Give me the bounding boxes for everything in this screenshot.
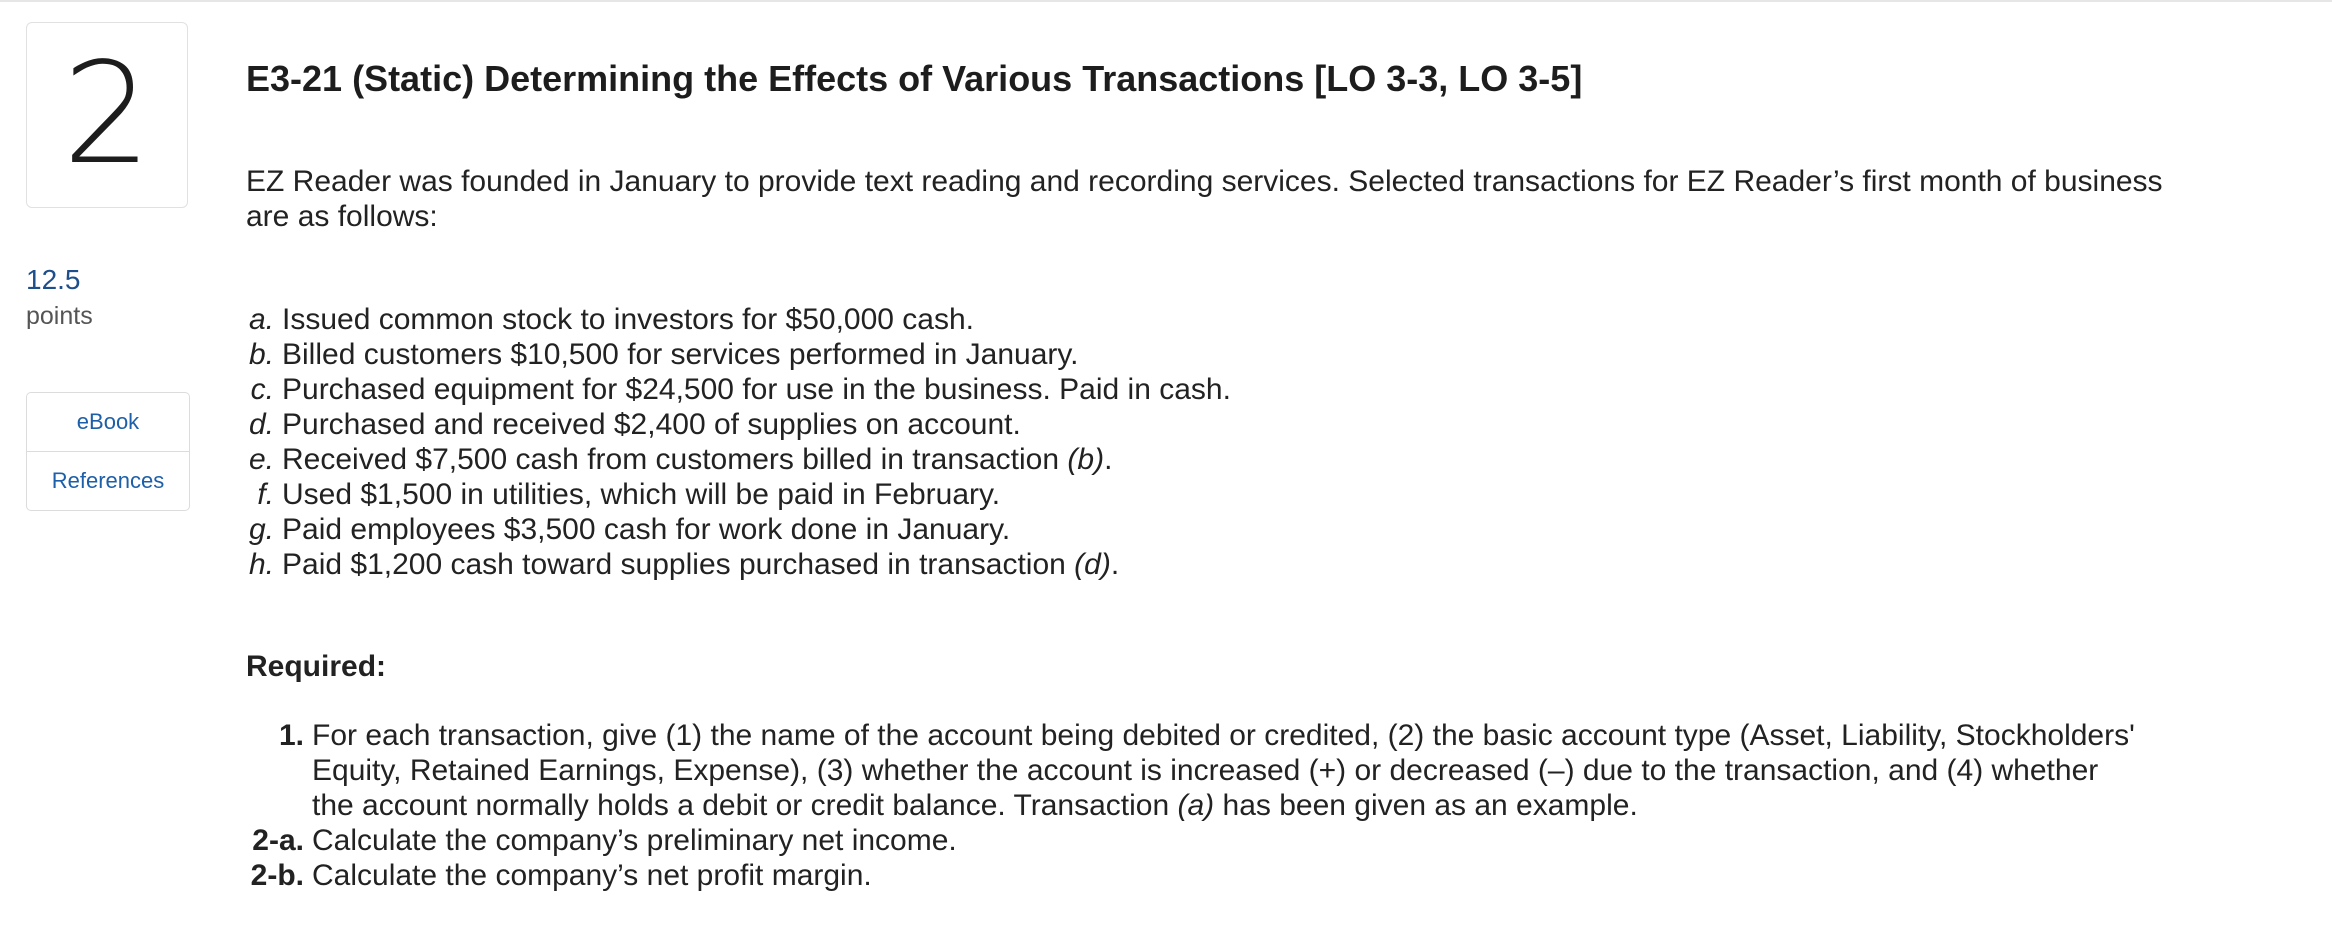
required-number: 2-a.	[252, 824, 304, 857]
required-item	[246, 858, 2146, 893]
transaction-item	[246, 442, 1231, 477]
transaction-item	[246, 547, 1231, 582]
required-body: For each transaction, give (1) the name of the account being debited or credited, (2) the basic account type (Asset, Liability, Stockholders' Equity, Retained Earnings, Expense), (3) whether the account is increased (+) or decreased (–) due to the transaction, and (4) whether the account normally holds a debit or credit balance. Transaction	[312, 719, 2135, 822]
transaction-text: Purchased and received $2,400 of supplies on account.	[282, 408, 1021, 441]
required-text: Calculate the company’s net profit margin.	[312, 859, 872, 892]
transaction-item	[246, 512, 1231, 547]
transaction-letter: c.	[250, 373, 274, 406]
transaction-item	[246, 407, 1231, 442]
question-intro: EZ Reader was founded in January to provide text reading and recording services. Selected transactions for EZ Reader’s first month of business are as follows:	[246, 165, 2163, 233]
transaction-list	[246, 302, 1231, 582]
required-text: Calculate the company’s preliminary net income.	[312, 824, 957, 857]
transaction-letter: e.	[248, 443, 274, 476]
resource-links	[26, 392, 190, 511]
transaction-body: Received $7,500 cash from customers billed in transaction	[282, 443, 1068, 476]
transaction-reference: (d)	[1074, 548, 1111, 581]
transaction-letter: g.	[248, 513, 274, 546]
points-label: points	[26, 302, 93, 330]
required-text	[312, 718, 2146, 823]
transaction-letter: h.	[248, 548, 274, 581]
transaction-body: Paid $1,200 cash toward supplies purchased in transaction	[282, 548, 1075, 581]
transaction-letter: d.	[248, 408, 274, 441]
transaction-text: Paid employees $3,500 cash for work done in January.	[282, 513, 1011, 546]
transaction-text: Purchased equipment for $24,500 for use in the business. Paid in cash.	[282, 373, 1231, 406]
required-number: 1.	[278, 719, 304, 752]
points-value: 12.5	[26, 264, 81, 295]
top-divider	[0, 0, 2332, 2]
required-tail: has been given as an example.	[1214, 789, 1638, 822]
transaction-text	[282, 442, 1112, 477]
ebook-link[interactable]: eBook	[76, 409, 140, 434]
transaction-letter: f.	[257, 478, 274, 511]
required-item	[246, 823, 2146, 858]
transaction-item	[246, 372, 1231, 407]
transaction-text: Used $1,500 in utilities, which will be paid in February.	[282, 478, 1001, 511]
transaction-tail: .	[1110, 548, 1120, 581]
transaction-text: Issued common stock to investors for $50,000 cash.	[282, 303, 975, 336]
question-number: 2	[26, 22, 188, 208]
transaction-letter: a.	[248, 303, 274, 336]
question-title: E3-21 (Static) Determining the Effects of Various Transactions [LO 3-3, LO 3-5]	[246, 58, 1583, 99]
transaction-tail: .	[1104, 443, 1113, 476]
transaction-letter: b.	[248, 338, 274, 371]
transaction-item	[246, 337, 1231, 372]
references-link[interactable]: References	[27, 451, 189, 510]
transaction-text: Billed customers $10,500 for services performed in January.	[282, 338, 1079, 371]
transaction-reference: (b)	[1067, 443, 1105, 476]
required-list	[246, 718, 2146, 893]
required-item	[246, 718, 2146, 823]
transaction-item	[246, 302, 1231, 337]
required-number: 2-b.	[250, 859, 304, 892]
transaction-text	[282, 547, 1119, 582]
transaction-item	[246, 477, 1231, 512]
required-heading: Required:	[246, 650, 387, 683]
required-reference: (a)	[1177, 789, 1215, 822]
